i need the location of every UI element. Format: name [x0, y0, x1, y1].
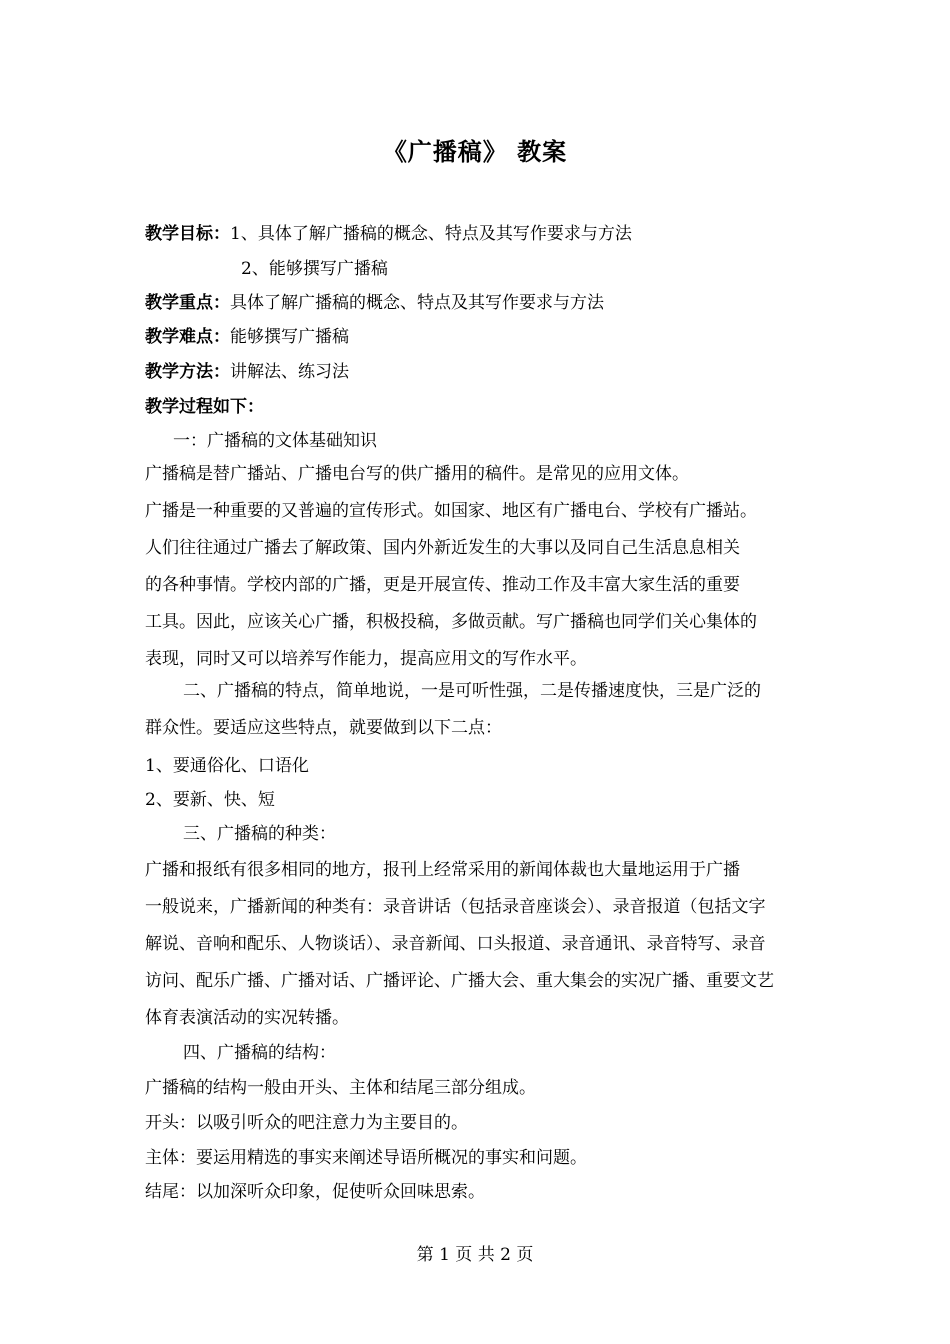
section3-para-line: 广播和报纸有很多相同的地方，报刊上经常采用的新闻体裁也大量地运用于广播: [145, 860, 740, 880]
objectives-label: 教学目标：: [145, 224, 230, 244]
section2-para-line-2: 群众性。要适应这些特点，就要做到以下二点：: [145, 718, 502, 738]
difficulties-label: 教学难点：: [145, 327, 230, 347]
section1-para-line: 的各种事情。学校内部的广播，更是开展宣传、推动工作及丰富大家生活的重要: [145, 575, 740, 595]
section2-item-2: 2、要新、快、短: [145, 790, 275, 810]
objectives-item-2: 2、能够撰写广播稿: [241, 259, 388, 279]
key-points-line: [145, 291, 810, 315]
section1-line-1: 广播稿是替广播站、广播电台写的供广播用的稿件。是常见的应用文体。: [145, 464, 689, 484]
section2-item-1: 1、要通俗化、口语化: [145, 756, 309, 776]
section1-para-line: 广播是一种重要的又普遍的宣传形式。如国家、地区有广播电台、学校有广播站。: [145, 501, 757, 521]
section3-para-line: 体育表演活动的实况转播。: [145, 1008, 349, 1028]
section3-heading: 三、广播稿的种类：: [183, 824, 336, 844]
section4-line-1: 广播稿的结构一般由开头、主体和结尾三部分组成。: [145, 1078, 536, 1098]
section1-para-line: 表现，同时又可以培养写作能力，提高应用文的写作水平。: [145, 649, 587, 669]
section4-heading: 四、广播稿的结构：: [183, 1043, 336, 1063]
section1-para-line: 工具。因此，应该关心广播，积极投稿，多做贡献。写广播稿也同学们关心集体的: [145, 612, 757, 632]
section1-paragraph: [145, 499, 810, 684]
document-title: 《广播稿》 教案: [382, 137, 568, 166]
page-footer: 第 1 页 共 2 页: [416, 1245, 534, 1265]
section4-line-3: 主体：要运用精选的事实来阐述导语所概况的事实和问题。: [145, 1148, 587, 1168]
section3-para-line: 一般说来，广播新闻的种类有：录音讲话（包括录音座谈会）、录音报道（包括文字: [145, 897, 766, 917]
methods-label: 教学方法：: [145, 362, 230, 382]
difficulties-line: [145, 325, 810, 349]
section3-para-line: 访问、配乐广播、广播对话、广播评论、广播大会、重大集会的实况广播、重要文艺: [145, 971, 774, 991]
objectives-line-1: [145, 222, 810, 246]
methods-line: [145, 360, 810, 384]
section1-heading: 一：广播稿的文体基础知识: [173, 431, 377, 451]
section3-paragraph: [145, 858, 810, 1043]
section4-line-4: 结尾：以加深听众印象，促使听众回味思索。: [145, 1182, 485, 1202]
process-heading: 教学过程如下：: [145, 397, 264, 417]
section1-para-line: 人们往往通过广播去了解政策、国内外新近发生的大事以及同自己生活息息相关: [145, 538, 740, 558]
methods-text: 讲解法、练习法: [230, 362, 349, 382]
key-points-label: 教学重点：: [145, 293, 230, 313]
section2-para-line-1: 二、广播稿的特点，简单地说，一是可听性强，二是传播速度快，三是广泛的: [183, 681, 761, 701]
section3-para-line: 解说、音响和配乐、人物谈话）、录音新闻、口头报道、录音通讯、录音特写、录音: [145, 934, 766, 954]
objectives-item-1: 1、具体了解广播稿的概念、特点及其写作要求与方法: [230, 224, 632, 244]
key-points-text: 具体了解广播稿的概念、特点及其写作要求与方法: [230, 293, 604, 313]
section4-line-2: 开头：以吸引听众的吧注意力为主要目的。: [145, 1113, 468, 1133]
difficulties-text: 能够撰写广播稿: [230, 327, 349, 347]
